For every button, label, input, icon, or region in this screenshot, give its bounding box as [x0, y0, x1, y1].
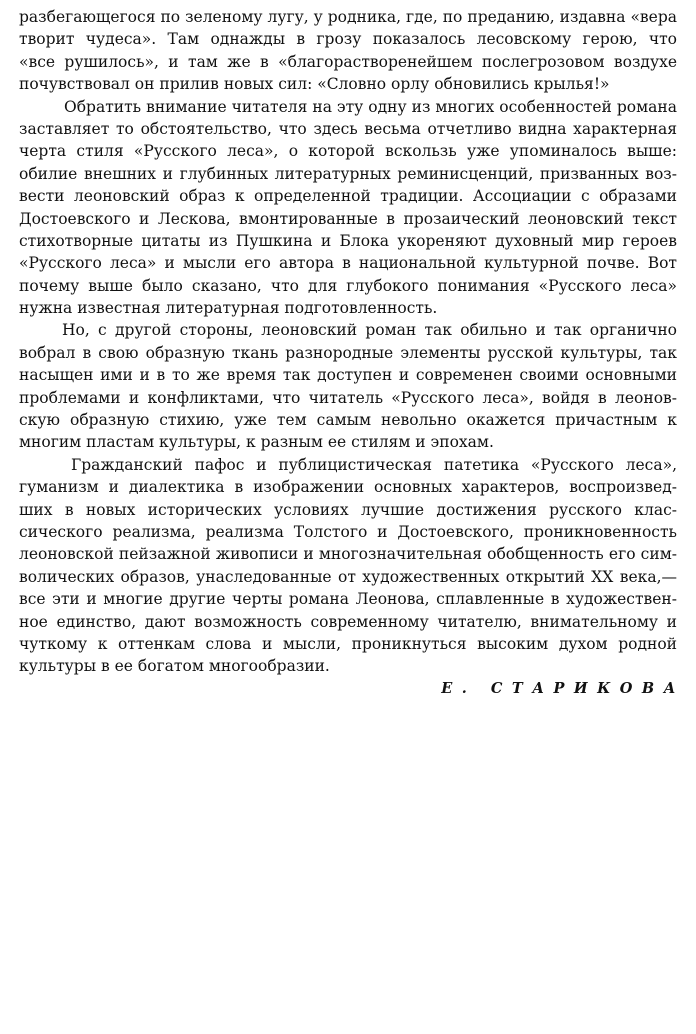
text-line: сического реализма, реализма Толстого и Достоевского, проникновенность: [19, 522, 677, 541]
text-line: черта стиля «Русского леса», о которой вскользь уже упоминалось выше:: [19, 142, 677, 161]
text-line: «Русского леса» и мысли его автора в национальной культурной почве. Вот: [19, 254, 677, 273]
text-line: Гражданский пафос и публицистическая патетика «Русского леса»,: [71, 455, 677, 474]
text-line: почувствовал он прилив новых сил: «Словно орлу обновились крылья!»: [19, 75, 610, 94]
text-line: стихотворные цитаты из Пушкина и Блока укореняют духовный мир героев: [19, 231, 677, 250]
text-line: гуманизм и диалектика в изображении основных характеров, воспроизвед-: [19, 478, 677, 497]
text-line: ших в новых исторических условиях лучшие достижения русского клас-: [19, 500, 677, 519]
text-line: разбегающегося по зеленому лугу, у родника, где, по преданию, издавна «вера: [19, 8, 677, 26]
text-line: чуткому к оттенкам слова и мысли, проникнуться высоким духом родной: [19, 634, 677, 653]
text-line: творит чудеса». Там однажды в грозу показалось лесовскому герою, что: [19, 30, 677, 49]
text-line: культуры в ее богатом многообразии.: [19, 657, 330, 676]
text-line: почему выше было сказано, что для глубокого понимания «Русского леса»: [19, 276, 677, 295]
text-line: скую образную стихию, уже тем самым невольно окажется причастным к: [19, 411, 677, 430]
paragraph: [19, 319, 677, 453]
text-line: Обратить внимание читателя на эту одну из многих особенностей романа: [64, 97, 677, 116]
paragraph: [19, 454, 677, 678]
paragraph: [19, 6, 677, 96]
text-line: насыщен ими и в то же время так доступен и современен своими основными: [19, 366, 677, 385]
text-line: все эти и многие другие черты романа Леонова, сплавленные в художествен-: [19, 590, 677, 609]
text-line: Достоевского и Лескова, вмонтированные в прозаический леоновский текст: [19, 209, 677, 228]
author-signature: Е. СТАРИКОВА: [441, 679, 685, 697]
text-line: леоновской пейзажной живописи и многозначительная обобщенность его сим-: [19, 545, 677, 564]
text-line: ное единство, дают возможность современному читателю, внимательному и: [19, 612, 677, 631]
text-line: вобрал в свою образную ткань разнородные элементы русской культуры, так: [19, 343, 677, 362]
text-line: проблемами и конфликтами, что читатель «Русского леса», войдя в леонов-: [19, 388, 677, 407]
paragraph: [19, 96, 677, 320]
text-line: обилие внешних и глубинных литературных реминисценций, призванных воз-: [19, 164, 677, 183]
text-line: многим пластам культуры, к разным ее стилям и эпохам.: [19, 433, 494, 452]
text-line: вести леоновский образ к определенной традиции. Ассоциации с образами: [19, 187, 677, 206]
text-line: Но, с другой стороны, леоновский роман так обильно и так органично: [62, 321, 677, 340]
text-line: нужна известная литературная подготовленность.: [19, 299, 438, 318]
document-body: [19, 6, 685, 700]
text-line: заставляет то обстоятельство, что здесь весьма отчетливо видна характерная: [19, 119, 677, 138]
text-line: волических образов, унаследованные от художественных открытий XX века,—: [19, 567, 677, 586]
text-line: «все рушилось», и там же в «благорастворенейшем послегрозовом воздухе: [19, 52, 677, 71]
